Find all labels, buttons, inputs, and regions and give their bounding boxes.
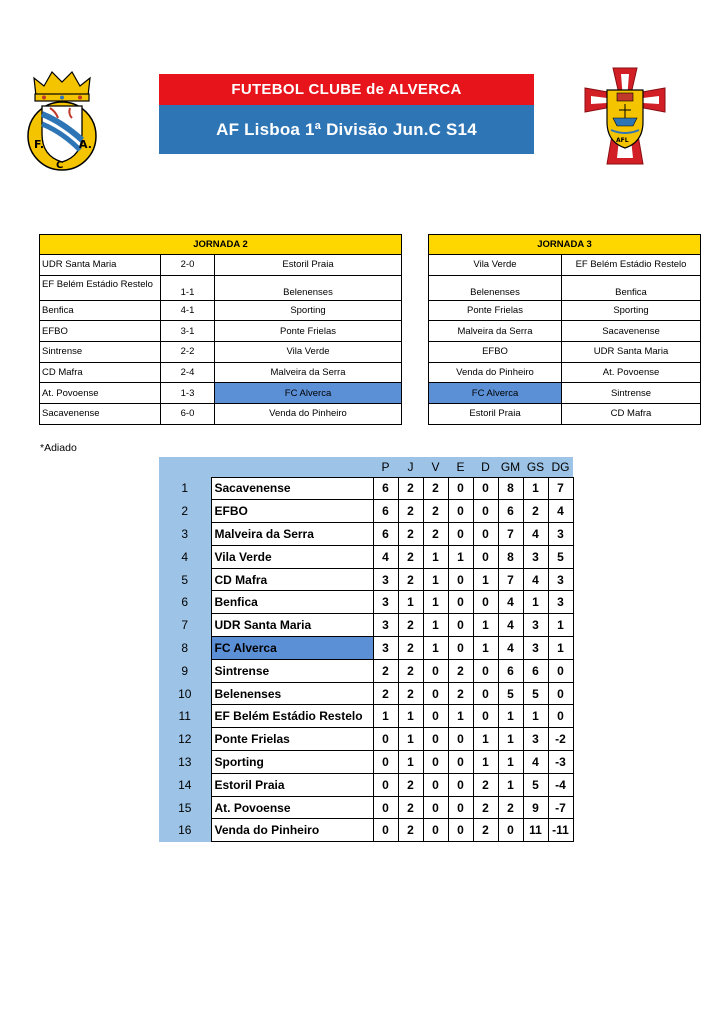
stat-cell: 7 [548,477,573,500]
stat-cell: 1 [448,545,473,568]
stat-cell: 7 [498,523,523,546]
position: 9 [159,659,211,682]
stat-cell: 1 [473,637,498,660]
stat-cell: 2 [423,523,448,546]
fixture-row [40,275,402,300]
stat-cell: 0 [448,728,473,751]
position: 6 [159,591,211,614]
stat-cell: -2 [548,728,573,751]
stat-cell: 1 [548,614,573,637]
fixture-row [429,255,701,276]
stat-cell: 4 [498,591,523,614]
stat-cell: 1 [398,705,423,728]
standings-table [159,457,574,842]
stat-cell: 2 [398,796,423,819]
stat-cell: 8 [498,545,523,568]
stat-cell: 0 [373,796,398,819]
position: 5 [159,568,211,591]
home-team: CD Mafra [40,362,161,383]
stat-cell: 0 [473,659,498,682]
stat-cell: 6 [373,477,398,500]
stat-cell: 3 [373,568,398,591]
position: 14 [159,773,211,796]
stat-cell: 0 [423,819,448,842]
stat-cell: 0 [448,637,473,660]
table-row [159,614,573,637]
stat-cell: 1 [398,751,423,774]
fixture-row [429,342,701,363]
stat-cell: 0 [448,500,473,523]
team-name: EF Belém Estádio Restelo [211,705,373,728]
stat-cell: -3 [548,751,573,774]
stat-cell: 3 [523,545,548,568]
away-team: Malveira da Serra [215,362,402,383]
standings-header-row [159,457,573,477]
team-name: Benfica [211,591,373,614]
stat-cell: 5 [523,773,548,796]
home-team: Ponte Frielas [429,300,562,321]
team-name: Venda do Pinheiro [211,819,373,842]
stat-cell: 2 [473,796,498,819]
stat-cell: 3 [548,568,573,591]
fixture-row [429,321,701,342]
stat-cell: 0 [448,614,473,637]
svg-text:F.: F. [34,138,45,151]
stat-cell: 1 [523,477,548,500]
stat-cell: 0 [373,751,398,774]
stat-cell: 1 [423,591,448,614]
stat-cell: 1 [523,705,548,728]
column-header: J [398,457,423,477]
away-team: Sintrense [562,383,701,404]
stat-cell: 0 [473,591,498,614]
stat-cell: 8 [498,477,523,500]
table-row [159,705,573,728]
away-team: UDR Santa Maria [562,342,701,363]
stat-cell: 1 [473,614,498,637]
stat-cell: 0 [473,682,498,705]
fixture-row [429,300,701,321]
stat-cell: 1 [498,751,523,774]
team-name: EFBO [211,500,373,523]
home-team: UDR Santa Maria [40,255,161,276]
stat-cell: 2 [448,682,473,705]
home-team: EF Belém Estádio Restelo [40,275,161,300]
svg-text:C: C [56,160,64,171]
stat-cell: 0 [448,568,473,591]
table-row [159,545,573,568]
away-team: At. Povoense [562,362,701,383]
home-team: EFBO [40,321,161,342]
stat-cell: 1 [523,591,548,614]
score: 1-3 [161,383,215,404]
stat-cell: 4 [548,500,573,523]
stat-cell: 0 [448,796,473,819]
table-row [159,773,573,796]
fixture-row [40,383,402,404]
fixture-row [40,255,402,276]
home-team: Malveira da Serra [429,321,562,342]
away-team: Venda do Pinheiro [215,404,402,425]
stat-cell: 0 [423,751,448,774]
away-team: EF Belém Estádio Restelo [562,255,701,276]
stat-cell: 2 [398,682,423,705]
position: 10 [159,682,211,705]
jornada-3-table [428,234,701,425]
fixture-row [40,362,402,383]
stat-cell: 1 [498,728,523,751]
table-row [159,659,573,682]
stat-cell: 2 [498,796,523,819]
away-team: Sporting [215,300,402,321]
table-row [159,591,573,614]
home-team: Sintrense [40,342,161,363]
stat-cell: 1 [548,637,573,660]
table-row [159,682,573,705]
stat-cell: 0 [473,500,498,523]
fc-alverca-crest-icon [22,62,102,172]
away-team: Sacavenense [562,321,701,342]
stat-cell: 1 [373,705,398,728]
stat-cell: 3 [523,728,548,751]
stat-cell: 1 [398,591,423,614]
away-team-highlighted: FC Alverca [215,383,402,404]
table-row [159,477,573,500]
stat-cell: 2 [398,477,423,500]
fixture-row [40,404,402,425]
team-name: Sintrense [211,659,373,682]
team-name: Malveira da Serra [211,523,373,546]
stat-cell: 0 [473,477,498,500]
stat-cell: 0 [473,545,498,568]
stat-cell: 0 [498,819,523,842]
position: 11 [159,705,211,728]
score: 3-1 [161,321,215,342]
stat-cell: 2 [423,500,448,523]
home-team: EFBO [429,342,562,363]
stat-cell: 2 [448,659,473,682]
team-name: CD Mafra [211,568,373,591]
stat-cell: 0 [448,591,473,614]
club-title: FUTEBOL CLUBE de ALVERCA [159,74,534,105]
stat-cell: 7 [498,568,523,591]
stat-cell: 0 [373,819,398,842]
table-row [159,637,573,660]
stat-cell: 1 [423,545,448,568]
home-team: At. Povoense [40,383,161,404]
team-name: Sacavenense [211,477,373,500]
team-name: Sporting [211,751,373,774]
stat-cell: 4 [498,637,523,660]
fixture-row [40,300,402,321]
stat-cell: 4 [373,545,398,568]
stat-cell: 1 [473,568,498,591]
svg-text:A.: A. [79,138,92,151]
team-name: Ponte Frielas [211,728,373,751]
stat-cell: 0 [448,477,473,500]
stat-cell: -11 [548,819,573,842]
fixture-row [40,321,402,342]
stat-cell: 4 [498,614,523,637]
position: 2 [159,500,211,523]
stat-cell: 0 [473,523,498,546]
away-team: Ponte Frielas [215,321,402,342]
fixture-row [429,362,701,383]
stat-cell: 6 [523,659,548,682]
away-team: Sporting [562,300,701,321]
stat-cell: 0 [423,796,448,819]
stat-cell: 0 [373,728,398,751]
stat-cell: 2 [373,659,398,682]
away-team: Benfica [562,275,701,300]
table-row [159,568,573,591]
stat-cell: 0 [423,659,448,682]
away-team: Vila Verde [215,342,402,363]
stat-cell: 11 [523,819,548,842]
position: 8 [159,637,211,660]
home-team: Estoril Praia [429,404,562,425]
team-name: At. Povoense [211,796,373,819]
jornada-2-title: JORNADA 2 [40,235,402,255]
stat-cell: 4 [523,751,548,774]
header-blank [159,457,211,477]
postponed-note: *Adiado [40,442,77,454]
score: 2-4 [161,362,215,383]
fixture-row [429,383,701,404]
stat-cell: -4 [548,773,573,796]
table-row [159,500,573,523]
stat-cell: 3 [548,523,573,546]
header-banner [159,74,534,154]
home-team: Venda do Pinheiro [429,362,562,383]
score: 1-1 [161,275,215,300]
table-row [159,796,573,819]
stat-cell: 1 [423,568,448,591]
stat-cell: 0 [548,705,573,728]
score: 2-2 [161,342,215,363]
stat-cell: 6 [498,500,523,523]
fixture-row [429,404,701,425]
stat-cell: 4 [523,523,548,546]
score: 4-1 [161,300,215,321]
column-header: GS [523,457,548,477]
header-blank [211,457,373,477]
stat-cell: 2 [398,659,423,682]
position: 3 [159,523,211,546]
stat-cell: 5 [523,682,548,705]
table-row [159,819,573,842]
position: 15 [159,796,211,819]
stat-cell: 0 [548,682,573,705]
stat-cell: 2 [398,773,423,796]
stat-cell: 4 [523,568,548,591]
stat-cell: 6 [498,659,523,682]
position: 16 [159,819,211,842]
home-team: Benfica [40,300,161,321]
score: 2-0 [161,255,215,276]
stat-cell: 0 [548,659,573,682]
team-name: Belenenses [211,682,373,705]
stat-cell: 2 [423,477,448,500]
table-row [159,728,573,751]
stat-cell: 2 [398,523,423,546]
stat-cell: 2 [523,500,548,523]
stat-cell: 1 [473,728,498,751]
stat-cell: 3 [548,591,573,614]
home-team: Belenenses [429,275,562,300]
stat-cell: 2 [473,773,498,796]
stat-cell: 2 [373,682,398,705]
stat-cell: 2 [398,500,423,523]
team-name: Estoril Praia [211,773,373,796]
team-name: Vila Verde [211,545,373,568]
stat-cell: 0 [448,773,473,796]
stat-cell: 0 [423,773,448,796]
stat-cell: 1 [423,637,448,660]
stat-cell: 0 [448,751,473,774]
column-header: GM [498,457,523,477]
table-row [159,523,573,546]
jornada-2-table [39,234,402,425]
stat-cell: 5 [498,682,523,705]
stat-cell: -7 [548,796,573,819]
home-team: Sacavenense [40,404,161,425]
stat-cell: 0 [448,523,473,546]
stat-cell: 0 [373,773,398,796]
svg-text:AFL: AFL [616,137,629,144]
stat-cell: 1 [498,773,523,796]
position: 1 [159,477,211,500]
away-team: CD Mafra [562,404,701,425]
column-header: E [448,457,473,477]
jornada-3-title: JORNADA 3 [429,235,701,255]
position: 7 [159,614,211,637]
stat-cell: 3 [373,614,398,637]
position: 13 [159,751,211,774]
position: 12 [159,728,211,751]
stat-cell: 0 [448,819,473,842]
stat-cell: 2 [398,819,423,842]
stat-cell: 0 [423,728,448,751]
stat-cell: 2 [473,819,498,842]
table-row [159,751,573,774]
stat-cell: 5 [548,545,573,568]
fixture-row [429,275,701,300]
team-name: UDR Santa Maria [211,614,373,637]
team-name: FC Alverca [211,637,373,660]
home-team: Vila Verde [429,255,562,276]
stat-cell: 2 [398,568,423,591]
stat-cell: 2 [398,637,423,660]
stat-cell: 0 [473,705,498,728]
stat-cell: 2 [398,614,423,637]
stat-cell: 0 [423,682,448,705]
competition-title: AF Lisboa 1ª Divisão Jun.C S14 [159,105,534,154]
away-team: Belenenses [215,275,402,300]
column-header: D [473,457,498,477]
column-header: V [423,457,448,477]
stat-cell: 1 [423,614,448,637]
column-header: DG [548,457,573,477]
stat-cell: 1 [498,705,523,728]
stat-cell: 2 [398,545,423,568]
away-team: Estoril Praia [215,255,402,276]
stat-cell: 9 [523,796,548,819]
stat-cell: 1 [398,728,423,751]
stat-cell: 3 [523,637,548,660]
stat-cell: 6 [373,523,398,546]
position: 4 [159,545,211,568]
stat-cell: 3 [373,591,398,614]
stat-cell: 3 [523,614,548,637]
stat-cell: 1 [473,751,498,774]
score: 6-0 [161,404,215,425]
stat-cell: 1 [448,705,473,728]
af-lisboa-crest-icon [583,66,667,166]
stat-cell: 6 [373,500,398,523]
home-team-highlighted: FC Alverca [429,383,562,404]
stat-cell: 0 [423,705,448,728]
column-header: P [373,457,398,477]
stat-cell: 3 [373,637,398,660]
fixture-row [40,342,402,363]
